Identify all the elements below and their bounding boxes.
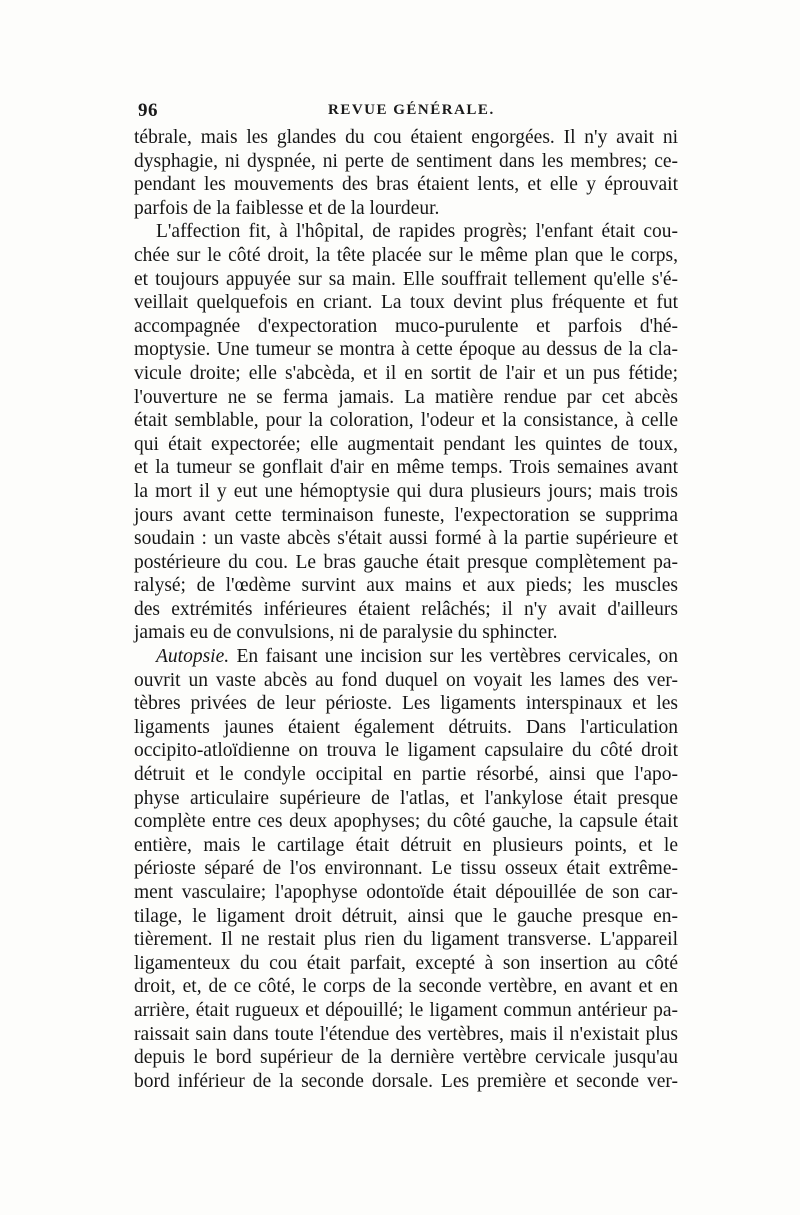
text-line: ouvrit un vaste abcès au fond duquel on voyait les lames des ver- bbox=[134, 669, 678, 691]
text-line: tièrement. Il ne restait plus rien du ligament transverse. L'appareil bbox=[134, 929, 678, 951]
text-line: parfois de la faiblesse et de la lourdeur. bbox=[134, 197, 440, 219]
text-line: chée sur le côté droit, la tête placée sur le même plan que le corps, bbox=[134, 244, 678, 266]
text-line: périoste séparé de l'os environnant. Le tissu osseux était extrême- bbox=[134, 858, 678, 880]
text-line: ment vasculaire; l'apophyse odontoïde était dépouillée de son car- bbox=[134, 882, 678, 903]
text-line: postérieure du cou. Le bras gauche était presque complètement pa- bbox=[134, 551, 678, 573]
text-line: accompagnée d'expectoration muco-purulente et parfois d'hé- bbox=[134, 315, 678, 337]
text-line: était semblable, pour la coloration, l'odeur et la consistance, à celle bbox=[134, 410, 678, 432]
text-line: complète entre ces deux apophyses; du côté gauche, la capsule était bbox=[134, 811, 678, 833]
text-line: depuis le bord supérieur de la dernière vertèbre cervicale jusqu'au bbox=[134, 1047, 678, 1069]
autopsie-heading: Autopsie. bbox=[156, 646, 230, 668]
text-line-rest: En faisant une incision sur les vertèbres cervicales, on bbox=[236, 646, 679, 668]
text-line: et toujours appuyée sur sa main. Elle souffrait tellement qu'elle s'é- bbox=[134, 268, 678, 290]
text-line: ralysé; de l'œdème survint aux mains et aux pieds; les muscles bbox=[134, 575, 678, 597]
text-line: ligaments jaunes étaient également détruits. Dans l'articulation bbox=[134, 716, 678, 738]
text-line: droit, et, de ce côté, le corps de la seconde vertèbre, en avant et en bbox=[134, 976, 678, 998]
text-line: L'affection fit, à l'hôpital, de rapides progrès; l'enfant était cou- bbox=[156, 221, 678, 243]
text-line: entière, mais le cartilage était détruit en plusieurs points, et le bbox=[134, 834, 678, 856]
text-line: jours avant cette terminaison funeste, l'expectoration se supprima bbox=[134, 504, 678, 526]
text-line: physe articulaire supérieure de l'atlas, et l'ankylose était presque bbox=[134, 787, 678, 809]
text-line: tilage, le ligament droit détruit, ainsi que le gauche presque en- bbox=[134, 905, 678, 927]
text-line: vicule droite; elle s'abcèda, et il en sortit de l'air et un pus fétide; bbox=[134, 362, 678, 384]
text-line: veillait quelquefois en criant. La toux devint plus fréquente et fut bbox=[134, 292, 678, 314]
text-line: ligamenteux du cou était parfait, excepté à son insertion au côté bbox=[134, 952, 678, 974]
text-line: jamais eu de convulsions, ni de paralysie du sphincter. bbox=[134, 622, 558, 644]
page-number: 96 bbox=[138, 100, 158, 121]
text-line: qui était expectorée; elle augmentait pendant les quintes de toux, bbox=[134, 433, 678, 455]
text-line: bord inférieur de la seconde dorsale. Les première et seconde ver- bbox=[134, 1070, 678, 1092]
text-line: pendant les mouvements des bras étaient lents, et elle y éprouvait bbox=[134, 174, 678, 196]
text-line: moptysie. Une tumeur se montra à cette époque au dessus de la cla- bbox=[134, 339, 678, 361]
text-line: soudain : un vaste abcès s'était aussi formé à la partie supérieure et bbox=[134, 528, 678, 550]
page-header bbox=[138, 100, 678, 124]
text-line: la mort il y eut une hémoptysie qui dura plusieurs jours; mais trois bbox=[134, 480, 678, 502]
text-line: tèbres privées de leur périoste. Les ligaments interspinaux et les bbox=[134, 693, 678, 715]
text-line: l'ouverture ne se ferma jamais. La matière rendue par cet abcès bbox=[134, 386, 678, 408]
text-line: et la tumeur se gonflait d'air en même temps. Trois semaines avant bbox=[134, 457, 678, 479]
text-line: des extrémités inférieures étaient relâchés; il n'y avait d'ailleurs bbox=[134, 598, 678, 620]
text-line: arrière, était rugueux et dépouillé; le ligament commun antérieur pa- bbox=[134, 999, 678, 1021]
text-line: raissait sain dans toute l'étendue des vertèbres, mais il n'existait plus bbox=[134, 1023, 678, 1045]
text-line: tébrale, mais les glandes du cou étaient engorgées. Il n'y avait ni bbox=[134, 127, 678, 148]
text-line-autopsie bbox=[134, 645, 678, 669]
text-line: dysphagie, ni dyspnée, ni perte de sentiment dans les membres; ce- bbox=[134, 150, 678, 172]
text-line: détruit et le condyle occipital en partie résorbé, ainsi que l'apo- bbox=[134, 764, 678, 786]
running-title: REVUE GÉNÉRALE. bbox=[328, 102, 495, 118]
text-line: occipito-atloïdienne on trouva le ligament capsulaire du côté droit bbox=[134, 740, 678, 762]
body-text bbox=[134, 126, 678, 1093]
